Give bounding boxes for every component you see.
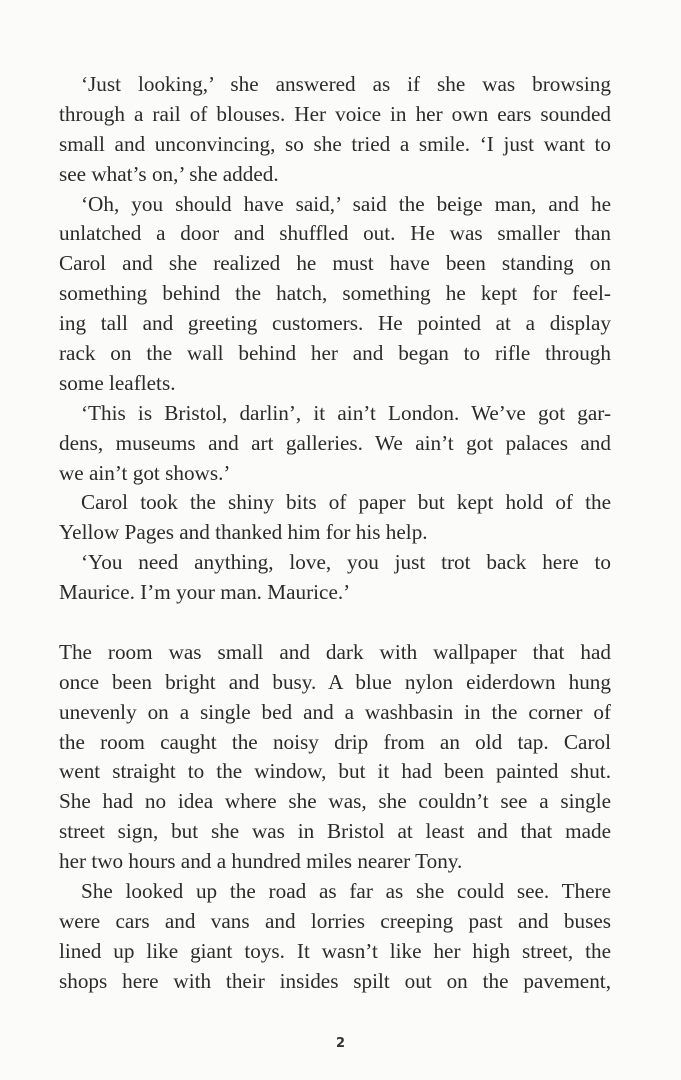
text-line: She had no idea where she was, she couldn’t see a single — [59, 789, 611, 814]
text-line: were cars and vans and lorries creeping past and buses — [59, 908, 611, 933]
text-line: unevenly on a single bed and a washbasin in the corner of — [59, 699, 611, 724]
paragraph — [59, 877, 611, 997]
text-line: ‘This is Bristol, darlin’, it ain’t London. We’ve got gar- — [81, 400, 611, 425]
text-line: She looked up the road as far as she could see. There — [81, 879, 611, 904]
book-page-text — [59, 70, 611, 997]
text-line: ‘You need anything, love, you just trot back here to — [81, 550, 611, 575]
text-line: Carol took the shiny bits of paper but kept hold of the — [81, 490, 611, 515]
text-line: the room caught the noisy drip from an old tap. Carol — [59, 729, 611, 754]
text-line: her two hours and a hundred miles nearer Tony. — [59, 849, 463, 874]
text-line: through a rail of blouses. Her voice in her own ears sounded — [59, 101, 611, 126]
text-line: Maurice. I’m your man. Maurice.’ — [59, 580, 351, 605]
text-line: street sign, but she was in Bristol at least and that made — [59, 819, 611, 844]
text-line: unlatched a door and shuffled out. He was smaller than — [59, 221, 611, 246]
text-line: see what’s on,’ she added. — [59, 161, 279, 186]
text-line: went straight to the window, but it had been painted shut. — [59, 759, 611, 784]
paragraph — [59, 70, 611, 190]
text-line: something behind the hatch, something he kept for feel- — [59, 281, 611, 306]
paragraph — [59, 548, 611, 608]
section-break — [59, 608, 611, 638]
text-line: ‘Just looking,’ she answered as if she was browsing — [81, 72, 611, 96]
text-line: some leaflets. — [59, 370, 176, 395]
text-line: lined up like giant toys. It wasn’t like her high street, the — [59, 938, 611, 963]
text-line: rack on the wall behind her and began to rifle through — [59, 341, 611, 366]
text-line: ‘Oh, you should have said,’ said the beige man, and he — [81, 191, 611, 216]
paragraph — [59, 399, 611, 489]
text-line: once been bright and busy. A blue nylon eiderdown hung — [59, 669, 611, 694]
page-number: 2 — [335, 1036, 346, 1051]
text-line: shops here with their insides spilt out on the pavement, — [59, 968, 611, 993]
text-line: Yellow Pages and thanked him for his help. — [59, 520, 428, 545]
paragraph — [59, 190, 611, 399]
paragraph — [59, 488, 611, 548]
text-line: The room was small and dark with wallpaper that had — [59, 639, 611, 664]
text-line: ing tall and greeting customers. He pointed at a display — [59, 311, 611, 336]
text-line: we ain’t got shows.’ — [59, 460, 231, 485]
text-line: dens, museums and art galleries. We ain’t got palaces and — [59, 430, 611, 455]
text-line: small and unconvincing, so she tried a smile. ‘I just want to — [59, 131, 611, 156]
text-line: Carol and she realized he must have been standing on — [59, 251, 611, 276]
paragraph — [59, 638, 611, 877]
